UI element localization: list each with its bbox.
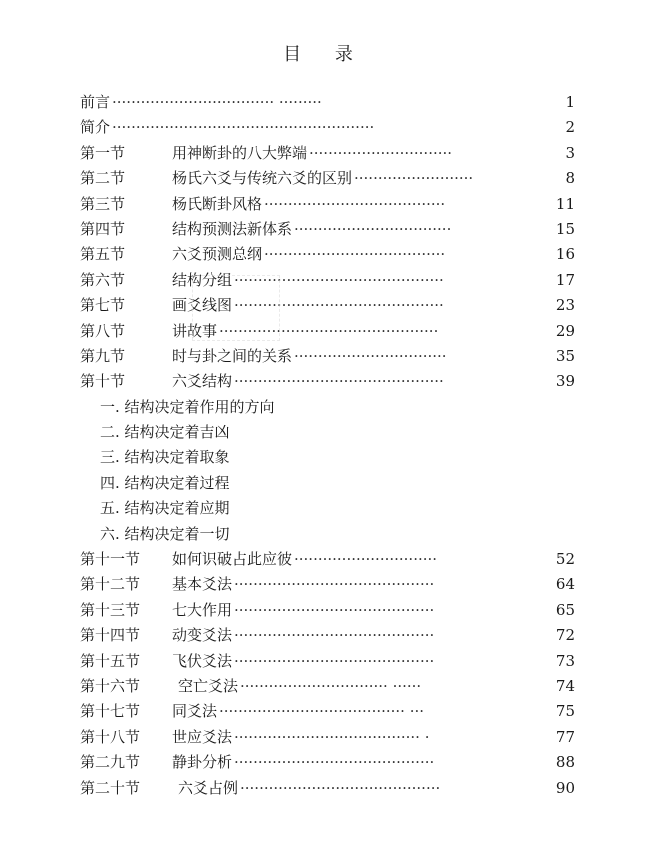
toc-page-number: 73 (555, 651, 575, 670)
toc-page-number: 3 (565, 143, 575, 162)
toc-section-label: 第十七节 (80, 702, 141, 721)
toc-section-label: 前言 (80, 93, 111, 111)
toc-entry (80, 242, 575, 267)
toc-leader-dots: ·········································· (234, 651, 435, 670)
toc-page-number: 65 (555, 600, 575, 619)
toc-section-label: 第二九节 (80, 753, 141, 772)
toc-section-label: 第十节 (80, 372, 126, 391)
toc-entry (80, 90, 575, 115)
toc-entry-title: 六爻预测总纲 (172, 245, 263, 264)
toc-entry-title: 七大作用 (172, 600, 233, 619)
toc-page-number: 1 (565, 93, 575, 111)
toc-entry-title: 如何识破占此应彼 (172, 550, 293, 569)
toc-entry-title: 动变爻法 (172, 626, 233, 645)
toc-entry (80, 268, 575, 293)
toc-section-label: 第八节 (80, 321, 126, 340)
toc-section-label: 第十六节 (80, 676, 141, 695)
toc-leader-dots: ·········································· (234, 575, 435, 594)
toc-page-number: 15 (555, 219, 575, 238)
toc-page-number: 8 (565, 169, 575, 188)
toc-subentry (80, 471, 575, 496)
toc-page-number: 88 (555, 753, 575, 772)
toc-leader-dots: ······································· ··· (219, 702, 425, 721)
table-of-contents (80, 90, 575, 801)
toc-page-number: 64 (555, 575, 575, 594)
toc-section-label: 第九节 (80, 346, 126, 365)
toc-entry-title: 时与卦之间的关系 (172, 346, 293, 365)
toc-entry-title: 世应爻法 (172, 727, 233, 746)
toc-leader-dots: ·································· ········· (112, 93, 322, 111)
toc-entry-title: 静卦分析 (172, 753, 233, 772)
toc-leader-dots: ······································· · (234, 727, 430, 746)
toc-leader-dots: ························· (354, 169, 474, 188)
toc-section-label: 第六节 (80, 270, 126, 289)
toc-page-number: 74 (555, 676, 575, 695)
toc-page-number: 35 (555, 346, 575, 365)
toc-entry-title: 空亡爻法 (178, 676, 239, 695)
toc-leader-dots: ·········································· (234, 626, 435, 645)
toc-entry (80, 649, 575, 674)
toc-section-label: 第一节 (80, 143, 126, 162)
toc-page-number: 77 (555, 727, 575, 746)
toc-page-number: 90 (555, 778, 575, 797)
toc-section-label: 第十一节 (80, 550, 141, 569)
toc-section-label: 第二节 (80, 169, 126, 188)
toc-subentry (80, 395, 575, 420)
toc-entry (80, 674, 575, 699)
toc-section-label: 第十三节 (80, 600, 141, 619)
toc-section-label: 第十五节 (80, 651, 141, 670)
toc-entry (80, 319, 575, 344)
toc-entry (80, 623, 575, 648)
toc-page-number: 52 (555, 550, 575, 569)
toc-leader-dots: ············································ (234, 372, 444, 391)
toc-page-number: 75 (555, 702, 575, 721)
toc-entry (80, 750, 575, 775)
toc-entry-title: 二. 结构决定着吉凶 (100, 423, 230, 442)
toc-entry-title: 六. 结构决定着一切 (100, 524, 230, 543)
toc-page-number: 17 (555, 270, 575, 289)
toc-entry (80, 725, 575, 750)
toc-entry (80, 699, 575, 724)
toc-section-label: 第十二节 (80, 575, 141, 594)
toc-leader-dots: ······································ (264, 194, 446, 213)
toc-entry-title: 用神断卦的八大弊端 (172, 143, 308, 162)
toc-entry (80, 572, 575, 597)
toc-entry (80, 192, 575, 217)
toc-subentry (80, 496, 575, 521)
toc-entry (80, 344, 575, 369)
toc-section-label: 第七节 (80, 296, 126, 315)
toc-page-number: 23 (555, 296, 575, 315)
toc-entry-title: 杨氏断卦风格 (172, 194, 263, 213)
toc-leader-dots: ············································ (234, 296, 444, 315)
toc-page-number: 11 (555, 194, 575, 213)
toc-section-label: 第二十节 (80, 778, 141, 797)
toc-entry-title: 六爻占例 (178, 778, 239, 797)
toc-leader-dots: ······································ (264, 245, 446, 264)
toc-entry-title: 杨氏六爻与传统六爻的区别 (172, 169, 353, 188)
toc-entry-title: 四. 结构决定着过程 (100, 473, 230, 492)
toc-entry (80, 217, 575, 242)
toc-entry (80, 141, 575, 166)
toc-leader-dots: ············································ (234, 270, 444, 289)
toc-entry (80, 369, 575, 394)
toc-page-number: 39 (555, 372, 575, 391)
toc-entry-title: 同爻法 (172, 702, 218, 721)
toc-entry-title: 基本爻法 (172, 575, 233, 594)
toc-subentry (80, 420, 575, 445)
toc-leader-dots: ·········································· (234, 753, 435, 772)
toc-entry-title: 飞伏爻法 (172, 651, 233, 670)
toc-section-label: 第十四节 (80, 626, 141, 645)
toc-entry (80, 598, 575, 623)
toc-entry (80, 776, 575, 801)
toc-entry-title: 五. 结构决定着应期 (100, 499, 230, 518)
toc-leader-dots: ·············································· (219, 321, 439, 340)
toc-entry-title: 结构分组 (172, 270, 233, 289)
toc-leader-dots: ································ (294, 346, 447, 365)
toc-entry (80, 293, 575, 318)
toc-leader-dots: ······················································· (112, 118, 375, 137)
toc-section-label: 第十八节 (80, 727, 141, 746)
page-title: 目 录 (283, 44, 367, 65)
toc-section-label: 简介 (80, 118, 111, 137)
toc-leader-dots: ································· (294, 219, 452, 238)
toc-entry (80, 547, 575, 572)
toc-entry-title: 结构预测法新体系 (172, 219, 293, 238)
toc-subentry (80, 445, 575, 470)
stamp-watermark (192, 275, 280, 341)
toc-leader-dots: ·········································· (240, 778, 441, 797)
toc-entry (80, 166, 575, 191)
toc-entry-title: 三. 结构决定着取象 (100, 448, 230, 467)
toc-section-label: 第五节 (80, 245, 126, 264)
toc-page-number: 16 (555, 245, 575, 264)
toc-page-number: 2 (565, 118, 575, 137)
toc-entry-title: 一. 结构决定着作用的方向 (100, 397, 275, 416)
toc-entry-title: 讲故事 (172, 321, 218, 340)
toc-leader-dots: ······························ (309, 143, 453, 162)
toc-subentry (80, 522, 575, 547)
toc-section-label: 第三节 (80, 194, 126, 213)
toc-leader-dots: ······························· ······ (240, 676, 422, 695)
toc-section-label: 第四节 (80, 219, 126, 238)
toc-page-number: 72 (555, 626, 575, 645)
toc-leader-dots: ·········································· (234, 600, 435, 619)
toc-entry (80, 115, 575, 140)
toc-leader-dots: ······························ (294, 550, 438, 569)
toc-entry-title: 画爻线图 (172, 296, 233, 315)
toc-page-number: 29 (555, 321, 575, 340)
toc-entry-title: 六爻结构 (172, 372, 233, 391)
